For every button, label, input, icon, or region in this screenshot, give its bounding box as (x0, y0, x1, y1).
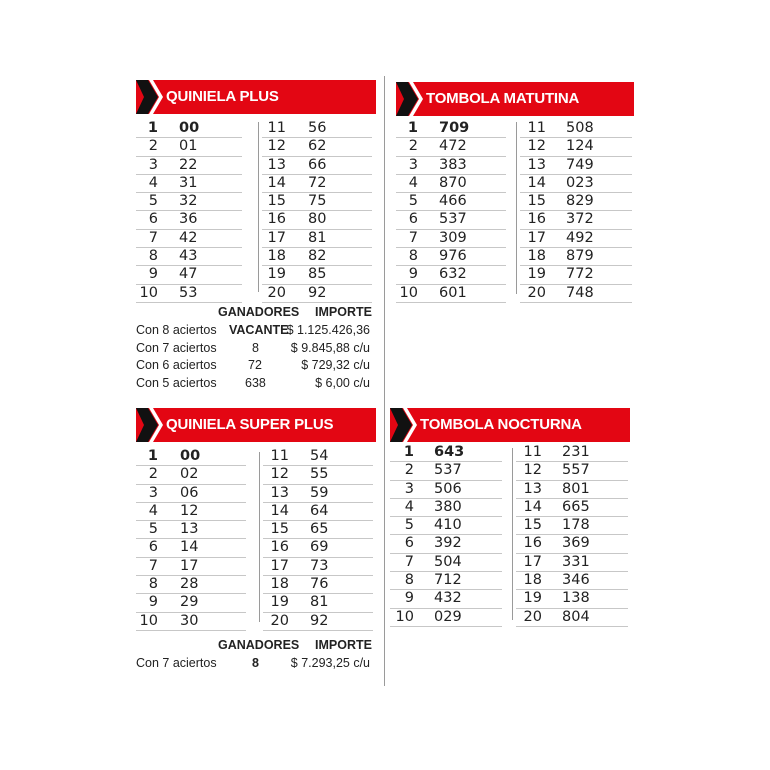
result-row (136, 485, 246, 503)
result-row (262, 248, 372, 266)
result-position: 3 (148, 156, 158, 173)
panel-title: TOMBOLA NOCTURNA (420, 416, 582, 433)
result-number: 472 (439, 138, 467, 155)
result-position: 12 (523, 462, 542, 479)
result-number: 00 (179, 120, 200, 136)
prize-winners: VACANTE (229, 323, 289, 337)
result-position: 9 (148, 594, 158, 611)
result-number: 432 (434, 590, 462, 607)
result-position: 9 (404, 590, 414, 607)
prize-row (136, 358, 376, 376)
result-number: 59 (310, 484, 329, 501)
result-row (136, 230, 242, 248)
result-number: 47 (179, 266, 198, 283)
result-position: 4 (408, 174, 418, 191)
result-row (136, 503, 246, 521)
results-column-right (520, 120, 632, 303)
result-number: 178 (562, 517, 590, 534)
result-number: 712 (434, 572, 462, 589)
result-number: 62 (308, 138, 327, 155)
result-row (390, 517, 502, 535)
result-row (396, 266, 506, 284)
panel-banner (136, 80, 376, 114)
result-row (520, 120, 632, 138)
prize-row (136, 323, 376, 341)
result-position: 15 (267, 193, 286, 210)
chevron-mark-icon (390, 408, 420, 442)
result-row (390, 535, 502, 553)
importe-header: IMPORTE (315, 638, 372, 652)
result-number: 12 (180, 502, 199, 519)
result-position: 11 (267, 120, 286, 136)
result-position: 16 (527, 211, 546, 228)
column-separator (258, 122, 259, 292)
result-position: 7 (408, 229, 418, 246)
result-row (136, 558, 246, 576)
result-row (520, 175, 632, 193)
result-position: 19 (267, 266, 286, 283)
result-row (390, 572, 502, 590)
panel-title: QUINIELA SUPER PLUS (166, 416, 334, 433)
result-row (390, 499, 502, 517)
result-row (516, 481, 628, 499)
result-position: 18 (270, 576, 289, 593)
result-number: 65 (310, 521, 329, 538)
result-position: 4 (148, 174, 158, 191)
results-column-right (516, 444, 628, 627)
result-row (263, 466, 373, 484)
result-row (136, 175, 242, 193)
result-row (396, 285, 506, 303)
result-row (390, 444, 502, 462)
prize-amount: $ 1.125.426,36 (286, 323, 370, 337)
result-position: 11 (527, 120, 546, 136)
result-row (520, 157, 632, 175)
prize-row (136, 341, 376, 359)
result-position: 14 (270, 502, 289, 519)
result-row (516, 499, 628, 517)
result-position: 4 (148, 502, 158, 519)
result-row (136, 521, 246, 539)
result-row (520, 230, 632, 248)
results-column-left (390, 444, 502, 627)
result-position: 19 (523, 590, 542, 607)
result-position: 13 (267, 156, 286, 173)
result-number: 829 (566, 193, 594, 210)
chevron-mark-icon (136, 80, 166, 114)
result-position: 3 (404, 480, 414, 497)
result-row (136, 193, 242, 211)
results-column-left (136, 120, 242, 303)
result-number: 76 (310, 576, 329, 593)
result-row (390, 481, 502, 499)
result-row (396, 120, 506, 138)
ganadores-header: GANADORES (218, 305, 300, 319)
result-number: 32 (179, 193, 198, 210)
result-position: 20 (527, 284, 546, 301)
result-position: 13 (523, 480, 542, 497)
result-row (262, 157, 372, 175)
result-number: 81 (308, 229, 327, 246)
result-position: 8 (404, 572, 414, 589)
result-position: 9 (148, 266, 158, 283)
prize-amount: $ 7.293,25 c/u (290, 656, 370, 670)
prize-winners: 8 (252, 340, 259, 355)
result-row (262, 211, 372, 229)
result-row (516, 590, 628, 608)
result-position: 8 (148, 576, 158, 593)
result-position: 16 (270, 539, 289, 556)
result-row (136, 211, 242, 229)
result-row (263, 576, 373, 594)
result-number: 383 (439, 156, 467, 173)
result-number: 392 (434, 535, 462, 552)
result-position: 15 (527, 193, 546, 210)
result-row (136, 157, 242, 175)
prize-label: Con 7 aciertos (136, 656, 217, 670)
result-row (520, 211, 632, 229)
result-row (262, 230, 372, 248)
result-row (516, 462, 628, 480)
results-column-left (396, 120, 506, 303)
result-position: 2 (148, 466, 158, 483)
result-position: 11 (523, 444, 542, 460)
column-separator (512, 448, 513, 620)
result-row (262, 285, 372, 303)
result-row (516, 517, 628, 535)
result-row (396, 175, 506, 193)
result-position: 18 (527, 248, 546, 265)
result-number: 72 (308, 174, 327, 191)
result-number: 537 (439, 211, 467, 228)
prize-winners: 8 (252, 656, 259, 670)
result-number: 55 (310, 466, 329, 483)
result-number: 14 (180, 539, 199, 556)
result-number: 36 (179, 211, 198, 228)
result-number: 28 (180, 576, 199, 593)
result-row (136, 613, 246, 631)
result-row (136, 576, 246, 594)
result-position: 3 (408, 156, 418, 173)
result-number: 81 (310, 594, 329, 611)
result-position: 10 (139, 612, 158, 629)
panel-title: TOMBOLA MATUTINA (426, 90, 580, 107)
result-row (136, 138, 242, 156)
result-position: 17 (267, 229, 286, 246)
result-number: 801 (562, 480, 590, 497)
result-row (136, 466, 246, 484)
result-position: 8 (148, 248, 158, 265)
result-position: 1 (403, 444, 414, 460)
result-number: 879 (566, 248, 594, 265)
result-position: 6 (404, 535, 414, 552)
result-position: 5 (404, 517, 414, 534)
results-column-right (263, 448, 373, 631)
result-row (263, 613, 373, 631)
result-number: 73 (310, 557, 329, 574)
panel-quiniela-plus (136, 80, 376, 301)
result-row (520, 266, 632, 284)
result-position: 10 (139, 284, 158, 301)
panel-tombola-nocturna (390, 408, 630, 625)
result-number: 92 (308, 284, 327, 301)
result-number: 870 (439, 174, 467, 191)
result-number: 75 (308, 193, 327, 210)
result-position: 7 (148, 557, 158, 574)
result-number: 92 (310, 612, 329, 629)
result-number: 231 (562, 444, 590, 460)
prize-amount: $ 9.845,88 c/u (290, 340, 370, 355)
result-position: 12 (527, 138, 546, 155)
result-number: 69 (310, 539, 329, 556)
result-row (520, 248, 632, 266)
prize-winners: 72 (248, 358, 262, 372)
result-row (396, 211, 506, 229)
result-row (516, 554, 628, 572)
result-row (396, 193, 506, 211)
result-number: 82 (308, 248, 327, 265)
result-number: 372 (566, 211, 594, 228)
result-row (516, 609, 628, 627)
result-number: 346 (562, 572, 590, 589)
result-number: 31 (179, 174, 198, 191)
result-number: 29 (180, 594, 199, 611)
result-row (396, 230, 506, 248)
prize-label: Con 7 aciertos (136, 340, 217, 355)
result-row (136, 285, 242, 303)
column-separator (259, 452, 260, 622)
panel-title: QUINIELA PLUS (166, 88, 279, 105)
prize-label: Con 8 aciertos (136, 323, 217, 337)
panel-tombola-matutina (396, 82, 634, 301)
result-position: 1 (147, 120, 158, 136)
prize-winners: 638 (245, 375, 266, 390)
result-position: 19 (270, 594, 289, 611)
result-number: 749 (566, 156, 594, 173)
result-row (520, 138, 632, 156)
panel-quiniela-super-plus (136, 408, 376, 629)
result-position: 12 (270, 466, 289, 483)
result-position: 11 (270, 448, 289, 464)
result-number: 42 (179, 229, 198, 246)
result-position: 16 (523, 535, 542, 552)
result-position: 7 (148, 229, 158, 246)
result-position: 6 (408, 211, 418, 228)
result-position: 20 (270, 612, 289, 629)
result-row (390, 590, 502, 608)
result-number: 00 (180, 448, 201, 464)
result-position: 2 (404, 462, 414, 479)
result-row (136, 594, 246, 612)
result-position: 19 (527, 266, 546, 283)
result-number: 804 (562, 608, 590, 625)
result-position: 14 (267, 174, 286, 191)
result-row (262, 266, 372, 284)
result-number: 557 (562, 462, 590, 479)
result-number: 64 (310, 502, 329, 519)
result-number: 17 (180, 557, 199, 574)
result-number: 01 (179, 138, 198, 155)
result-number: 54 (310, 448, 329, 464)
column-separator (516, 122, 517, 294)
result-row (263, 558, 373, 576)
result-row (263, 485, 373, 503)
result-number: 508 (566, 120, 594, 136)
importe-header: IMPORTE (315, 305, 372, 319)
result-number: 632 (439, 266, 467, 283)
result-row (262, 175, 372, 193)
result-row (263, 594, 373, 612)
result-position: 1 (147, 448, 158, 464)
result-position: 8 (408, 248, 418, 265)
panel-banner (390, 408, 630, 442)
center-divider (384, 76, 385, 686)
result-row (516, 535, 628, 553)
result-number: 976 (439, 248, 467, 265)
result-position: 14 (527, 174, 546, 191)
ganadores-header: GANADORES (218, 638, 300, 652)
result-number: 53 (179, 284, 198, 301)
result-number: 665 (562, 498, 590, 515)
prizes-table-quiniela-super-plus (136, 638, 376, 674)
result-position: 6 (148, 211, 158, 228)
result-number: 43 (179, 248, 198, 265)
result-number: 80 (308, 211, 327, 228)
result-number: 02 (180, 466, 199, 483)
result-number: 410 (434, 517, 462, 534)
result-row (396, 248, 506, 266)
result-row (516, 444, 628, 462)
result-position: 18 (267, 248, 286, 265)
chevron-mark-icon (136, 408, 166, 442)
result-position: 10 (395, 608, 414, 625)
result-position: 15 (270, 521, 289, 538)
result-row (263, 521, 373, 539)
result-position: 15 (523, 517, 542, 534)
result-number: 331 (562, 553, 590, 570)
result-position: 16 (267, 211, 286, 228)
result-row (262, 138, 372, 156)
result-row (136, 539, 246, 557)
result-row (396, 157, 506, 175)
result-number: 466 (439, 193, 467, 210)
result-position: 7 (404, 553, 414, 570)
panel-banner (136, 408, 376, 442)
result-row (136, 248, 242, 266)
result-number: 029 (434, 608, 462, 625)
result-number: 13 (180, 521, 199, 538)
prize-row (136, 376, 376, 394)
result-position: 4 (404, 498, 414, 515)
result-number: 506 (434, 480, 462, 497)
result-position: 13 (527, 156, 546, 173)
prize-row (136, 656, 376, 674)
result-row (390, 554, 502, 572)
result-number: 492 (566, 229, 594, 246)
prizes-table-quiniela-plus (136, 305, 376, 393)
result-position: 5 (408, 193, 418, 210)
result-row (263, 503, 373, 521)
result-row (136, 448, 246, 466)
result-position: 12 (267, 138, 286, 155)
result-position: 5 (148, 193, 158, 210)
result-number: 772 (566, 266, 594, 283)
result-number: 30 (180, 612, 199, 629)
result-row (262, 193, 372, 211)
result-number: 601 (439, 284, 467, 301)
result-position: 2 (408, 138, 418, 155)
result-number: 56 (308, 120, 327, 136)
prize-amount: $ 729,32 c/u (301, 358, 370, 372)
result-row (396, 138, 506, 156)
chevron-mark-icon (396, 82, 426, 116)
panel-banner (396, 82, 634, 116)
result-position: 1 (407, 120, 418, 136)
result-row (390, 462, 502, 480)
result-number: 66 (308, 156, 327, 173)
result-number: 023 (566, 174, 594, 191)
result-row (136, 120, 242, 138)
result-number: 138 (562, 590, 590, 607)
prize-label: Con 5 aciertos (136, 375, 217, 390)
result-number: 504 (434, 553, 462, 570)
result-number: 06 (180, 484, 199, 501)
result-position: 6 (148, 539, 158, 556)
result-row (263, 539, 373, 557)
result-position: 9 (408, 266, 418, 283)
result-number: 85 (308, 266, 327, 283)
result-row (136, 266, 242, 284)
result-number: 537 (434, 462, 462, 479)
prizes-header (136, 305, 376, 323)
result-position: 17 (270, 557, 289, 574)
prize-amount: $ 6,00 c/u (315, 375, 370, 390)
result-number: 309 (439, 229, 467, 246)
result-position: 5 (148, 521, 158, 538)
result-row (262, 120, 372, 138)
result-position: 20 (523, 608, 542, 625)
result-number: 380 (434, 498, 462, 515)
result-position: 2 (148, 138, 158, 155)
prizes-header (136, 638, 376, 656)
result-number: 369 (562, 535, 590, 552)
result-row (520, 193, 632, 211)
result-position: 13 (270, 484, 289, 501)
result-row (390, 609, 502, 627)
result-row (516, 572, 628, 590)
result-row (520, 285, 632, 303)
results-column-right (262, 120, 372, 303)
result-position: 14 (523, 498, 542, 515)
result-number: 124 (566, 138, 594, 155)
results-column-left (136, 448, 246, 631)
result-number: 643 (434, 444, 465, 460)
result-number: 709 (439, 120, 470, 136)
prize-label: Con 6 aciertos (136, 358, 217, 372)
result-number: 748 (566, 284, 594, 301)
result-position: 10 (399, 284, 418, 301)
result-position: 17 (527, 229, 546, 246)
result-position: 20 (267, 284, 286, 301)
result-position: 17 (523, 553, 542, 570)
result-position: 18 (523, 572, 542, 589)
result-number: 22 (179, 156, 198, 173)
result-row (263, 448, 373, 466)
result-position: 3 (148, 484, 158, 501)
